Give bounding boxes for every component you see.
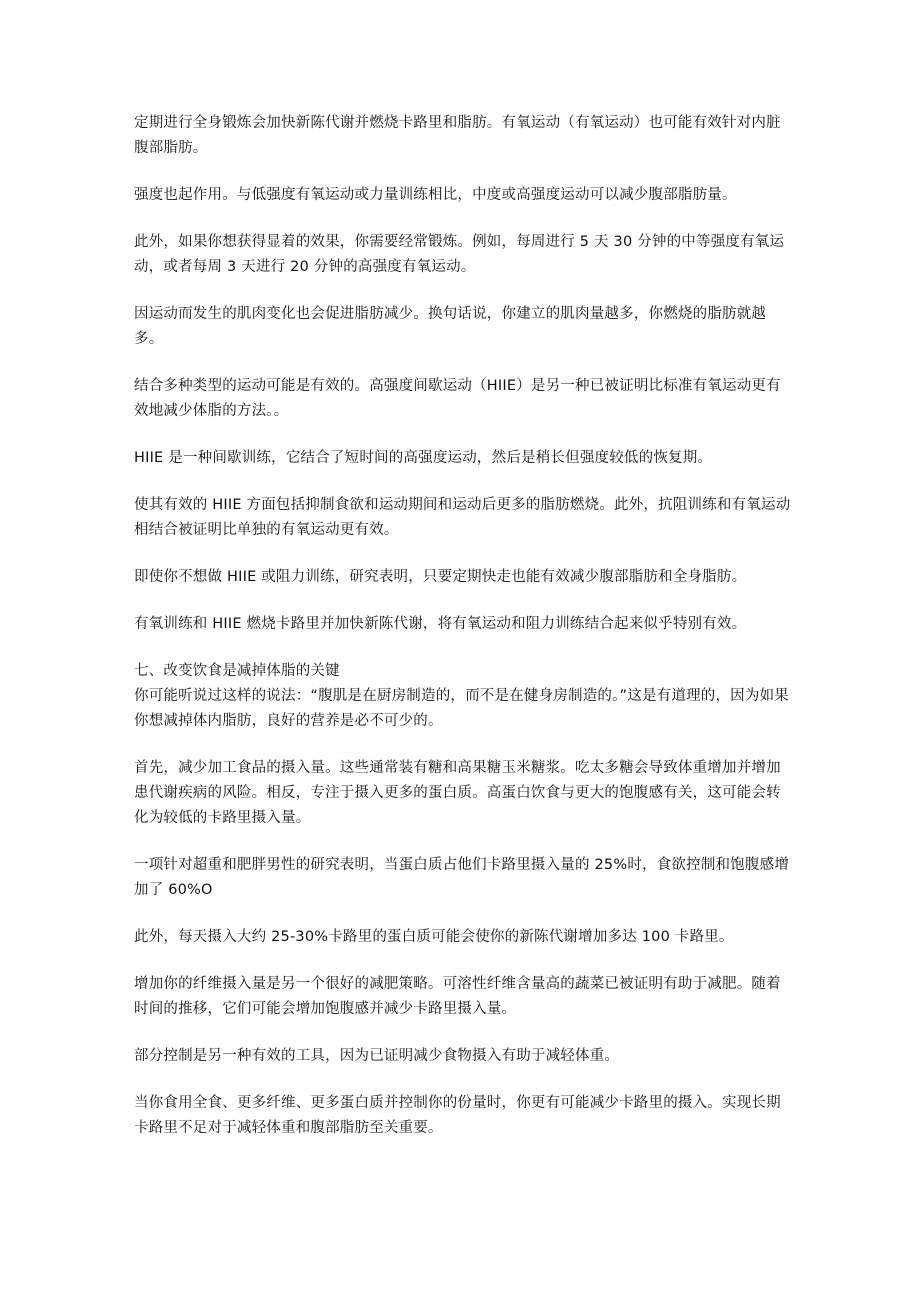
paragraph: 当你食用全食、更多纤维、更多蛋白质并控制你的份量时，你更有可能减少卡路里的摄入。实现长期卡路里不足对于减轻体重和腹部脂肪至关重要。	[134, 1095, 781, 1136]
paragraph: 即使你不想做 HIIE 或阻力训练，研究表明，只要定期快走也能有效减少腹部脂肪和全身脂肪。	[134, 569, 747, 585]
paragraph: 有氧训练和 HIIE 燃烧卡路里并加快新陈代谢，将有氧运动和阻力训练结合起来似乎特别有效。	[134, 616, 747, 632]
paragraph: 你可能听说过这样的说法：“腹肌是在厨房制造的，而不是在健身房制造的。”这是有道理的，因为如果你想减掉体内脂肪，良好的营养是必不可少的。	[134, 688, 789, 729]
paragraph: 强度也起作用。与低强度有氧运动或力量训练相比，中度或高强度运动可以减少腹部脂肪量。	[134, 187, 737, 203]
paragraph: 因运动而发生的肌肉变化也会促进脂肪减少。换句话说，你建立的肌肉量越多，你燃烧的脂肪就越多。	[134, 306, 767, 347]
paragraph: 使其有效的 HIIE 方面包括抑制食欲和运动期间和运动后更多的脂肪燃烧。此外，抗阻训练和有氧运动相结合被证明比单独的有氧运动更有效。	[134, 497, 791, 538]
paragraph: 定期进行全身锻炼会加快新陈代谢并燃烧卡路里和脂肪。有氧运动（有氧运动）也可能有效针对内脏腹部脂肪。	[134, 115, 781, 156]
paragraph: 此外，如果你想获得显着的效果，你需要经常锻炼。例如，每周进行 5 天 30 分钟的中等强度有氧运动，或者每周 3 天进行 20 分钟的高强度有氧运动。	[134, 234, 785, 275]
document-body	[134, 111, 794, 1163]
paragraph: HIIE 是一种间歇训练，它结合了短时间的高强度运动，然后是稍长但强度较低的恢复期。	[134, 450, 713, 466]
paragraph: 结合多种类型的运动可能是有效的。高强度间歇运动（HIIE）是另一种已被证明比标准有氧运动更有效地减少体脂的方法。。	[134, 378, 781, 419]
paragraph: 一项针对超重和肥胖男性的研究表明，当蛋白质占他们卡路里摄入量的 25%时，食欲控制和饱腹感增加了 60%O	[134, 857, 790, 898]
paragraph: 首先，减少加工食品的摄入量。这些通常装有糖和高果糖玉米糖浆。吃太多糖会导致体重增加并增加患代谢疾病的风险。相反，专注于摄入更多的蛋白质。高蛋白饮食与更大的饱腹感有关，这可能会转化为较低的卡路里摄入量。	[134, 760, 781, 826]
section-heading: 七、改变饮食是减掉体脂的关键	[134, 663, 340, 679]
paragraph: 增加你的纤维摄入量是另一个很好的减肥策略。可溶性纤维含量高的蔬菜已被证明有助于减肥。随着时间的推移，它们可能会增加饱腹感并减少卡路里摄入量。	[134, 976, 781, 1017]
paragraph: 此外，每天摄入大约 25-30%卡路里的蛋白质可能会使你的新陈代谢增加多达 100 卡路里。	[134, 929, 734, 945]
paragraph: 部分控制是另一种有效的工具，因为已证明减少食物摄入有助于减轻体重。	[134, 1048, 620, 1064]
